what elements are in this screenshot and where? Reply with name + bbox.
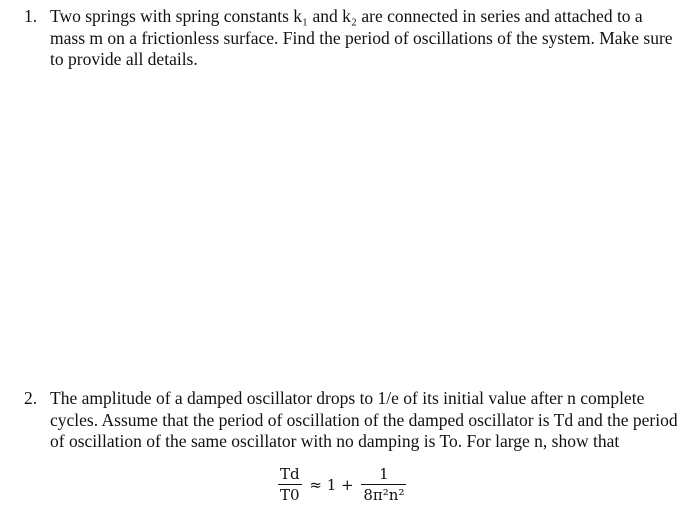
problem-2-text [50, 388, 690, 453]
correction-fraction [361, 464, 406, 505]
problem-2-line-2: cycles. Assume that the period of oscillation of the damped oscillator is Td and the period [50, 409, 678, 430]
problem-1-line-1: Two springs with spring constants k₁ and k₂ are connected in series and attached to a [50, 6, 643, 26]
approx-relation: ≈ 1 + [309, 475, 354, 494]
problem-2-number: 2. [24, 388, 38, 408]
problem-2-line-1: The amplitude of a damped oscillator drops to 1/e of its initial value after n complete [50, 388, 645, 408]
period-ratio-numerator: Td [280, 465, 300, 483]
correction-denominator: 8π²n² [363, 486, 405, 504]
problem-2-line-3: of oscillation of the same oscillator with no damping is To. For large n, show that [50, 431, 620, 451]
period-ratio-equation [278, 464, 406, 510]
problem-1-line-2: mass m on a frictionless surface. Find the period of oscillations of the system. Make sure [50, 27, 673, 48]
problem-1-text [50, 6, 690, 71]
period-ratio-fraction [278, 464, 302, 505]
period-ratio-denominator: T0 [280, 486, 300, 504]
problem-1-line-3: to provide all details. [50, 49, 198, 69]
correction-numerator: 1 [379, 465, 389, 483]
problem-1-number: 1. [24, 6, 38, 26]
